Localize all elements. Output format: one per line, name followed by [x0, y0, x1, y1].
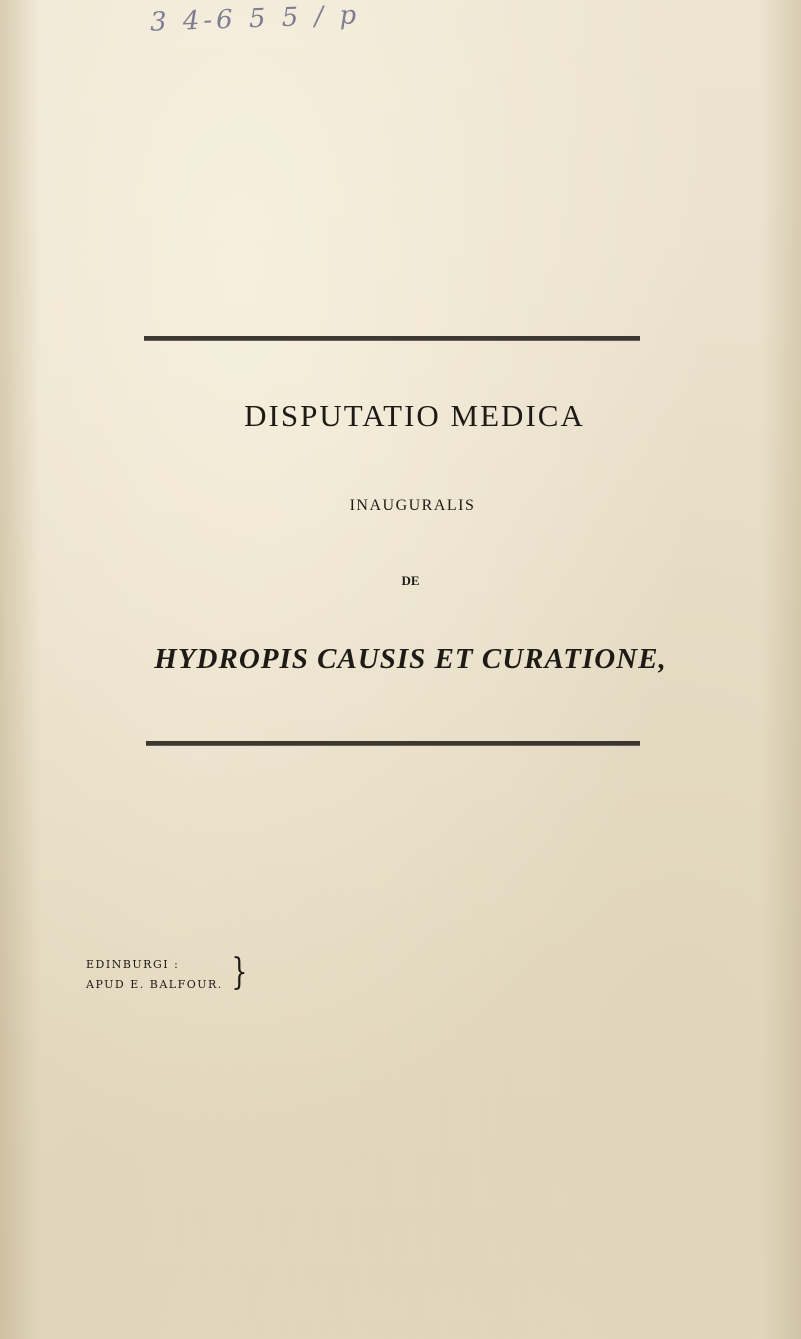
title-de: DE	[401, 573, 420, 588]
bottom-rule	[146, 741, 640, 746]
title-disputatio-medica: DISPUTATIO MEDICA	[244, 398, 585, 433]
top-rule	[144, 336, 640, 341]
brace-glyph: }	[231, 952, 248, 993]
title-hydropis: HYDROPIS CAUSIS ET CURATIONE,	[154, 643, 667, 675]
title-inauguralis: INAUGURALIS	[349, 497, 476, 514]
handwritten-shelfmark: 3 4-6 5 5 / p	[149, 0, 361, 38]
imprint-publisher: APUD E. BALFOUR.	[86, 978, 223, 991]
imprint-place: EDINBURGI :	[86, 958, 180, 971]
